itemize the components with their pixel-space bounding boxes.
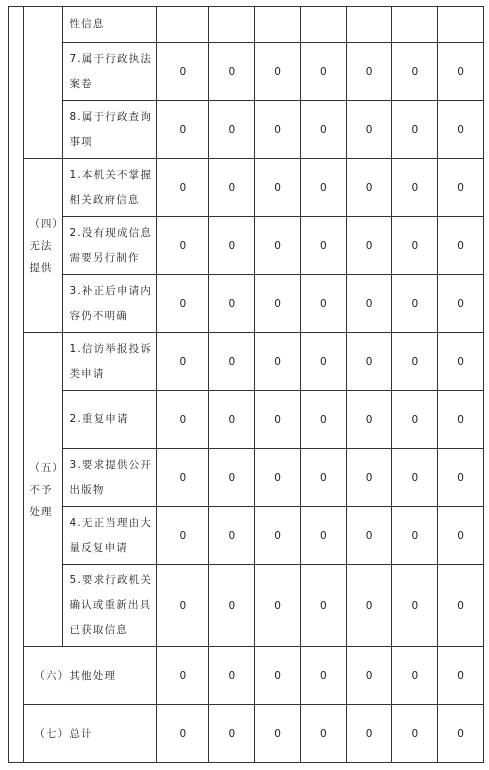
cell-value: 0 [255, 507, 301, 565]
cell-value: 0 [157, 449, 209, 507]
disclosure-table [8, 6, 484, 763]
cell-value: 0 [392, 647, 438, 705]
cell-value: 0 [255, 391, 301, 449]
cell-value: 0 [438, 217, 484, 275]
cell-value: 0 [438, 275, 484, 333]
row-label: 8.属于行政查询事项 [63, 101, 157, 159]
cell-value: 0 [346, 507, 392, 565]
cell-value: 0 [438, 647, 484, 705]
cell-value: 0 [157, 391, 209, 449]
cell-value: 0 [346, 101, 392, 159]
row-label: 3.补正后申请内容仍不明确 [63, 275, 157, 333]
table-row [9, 507, 484, 565]
row-label: 4.无正当理由大量反复申请 [63, 507, 157, 565]
table-row [9, 217, 484, 275]
cell-value: 0 [438, 391, 484, 449]
cell-value: 0 [157, 507, 209, 565]
cell-value: 0 [392, 217, 438, 275]
row-label: 1.本机关不掌握相关政府信息 [63, 159, 157, 217]
cell-value: 0 [157, 159, 209, 217]
cell-value: 0 [157, 333, 209, 391]
cell-value: 0 [209, 391, 255, 449]
cell-value: 0 [392, 159, 438, 217]
cell-value: 0 [209, 101, 255, 159]
cell-value: 0 [300, 43, 346, 101]
row-label: （六）其他处理 [24, 647, 157, 705]
cell-value: 0 [300, 647, 346, 705]
cell-value: 0 [209, 705, 255, 763]
row-label: 2.重复申请 [63, 391, 157, 449]
cell-value: 0 [392, 43, 438, 101]
cell-value: 0 [346, 705, 392, 763]
cell-value: 0 [209, 217, 255, 275]
cell-value: 0 [438, 449, 484, 507]
cell-value: 0 [392, 705, 438, 763]
row-label: 5.要求行政机关确认或重新出具已获取信息 [63, 565, 157, 647]
table-row [9, 565, 484, 647]
category-label: （四）无法提供 [24, 159, 63, 333]
cell-value: 0 [392, 449, 438, 507]
cell-value: 0 [157, 43, 209, 101]
cell-value: 0 [209, 275, 255, 333]
table-row [9, 159, 484, 217]
cell-value: 0 [392, 565, 438, 647]
cell-value: 0 [300, 565, 346, 647]
table-row [9, 647, 484, 705]
cell-value: 0 [392, 275, 438, 333]
cell-value: 0 [438, 333, 484, 391]
cell-value: 0 [300, 101, 346, 159]
row-label: 7.属于行政执法案卷 [63, 43, 157, 101]
row-label: 3.要求提供公开出版物 [63, 449, 157, 507]
cell-value: 0 [157, 275, 209, 333]
row-label: （七）总计 [24, 705, 157, 763]
cell-value: 0 [209, 43, 255, 101]
table-row [9, 275, 484, 333]
cell-value: 0 [209, 647, 255, 705]
cell-value: 0 [255, 647, 301, 705]
cell-value: 0 [209, 159, 255, 217]
cell-value: 0 [392, 101, 438, 159]
cell-value: 0 [392, 507, 438, 565]
table-row [9, 705, 484, 763]
table-row [9, 391, 484, 449]
cell-value: 0 [438, 43, 484, 101]
cell-value: 0 [157, 565, 209, 647]
cell-value: 0 [255, 217, 301, 275]
table-row [9, 101, 484, 159]
cell-value: 0 [157, 101, 209, 159]
cell-value: 0 [346, 565, 392, 647]
cell-value: 0 [438, 507, 484, 565]
cell-value: 0 [209, 333, 255, 391]
row-label: 性信息 [63, 7, 157, 43]
cell-value: 0 [255, 333, 301, 391]
category-label: （五）不予处理 [24, 333, 63, 647]
cell-value: 0 [255, 275, 301, 333]
cell-value: 0 [300, 217, 346, 275]
cell-value: 0 [300, 391, 346, 449]
cell-value: 0 [255, 43, 301, 101]
cell-value: 0 [209, 507, 255, 565]
cell-value: 0 [157, 217, 209, 275]
table-row [9, 43, 484, 101]
cell-value: 0 [300, 507, 346, 565]
cell-value: 0 [300, 275, 346, 333]
cell-value: 0 [157, 705, 209, 763]
cell-value: 0 [255, 159, 301, 217]
table-row [9, 449, 484, 507]
cell-value: 0 [346, 333, 392, 391]
cell-value: 0 [346, 449, 392, 507]
table-row [9, 7, 484, 43]
cell-value: 0 [255, 565, 301, 647]
cell-value: 0 [300, 449, 346, 507]
cell-value: 0 [438, 101, 484, 159]
cell-value: 0 [438, 159, 484, 217]
cell-value: 0 [300, 333, 346, 391]
cell-value: 0 [255, 101, 301, 159]
row-label: 2.没有现成信息需要另行制作 [63, 217, 157, 275]
cell-value: 0 [392, 333, 438, 391]
cell-value: 0 [255, 449, 301, 507]
cell-value: 0 [346, 391, 392, 449]
cell-value: 0 [346, 159, 392, 217]
cell-value: 0 [346, 217, 392, 275]
cell-value: 0 [157, 647, 209, 705]
cell-value: 0 [300, 705, 346, 763]
cell-value: 0 [346, 275, 392, 333]
cell-value: 0 [346, 647, 392, 705]
cell-value: 0 [346, 43, 392, 101]
cell-value: 0 [255, 705, 301, 763]
row-label: 1.信访举报投诉类申请 [63, 333, 157, 391]
table-row [9, 333, 484, 391]
cell-value: 0 [300, 159, 346, 217]
cell-value: 0 [438, 565, 484, 647]
cell-value: 0 [209, 565, 255, 647]
cell-value: 0 [209, 449, 255, 507]
cell-value: 0 [392, 391, 438, 449]
cell-value: 0 [438, 705, 484, 763]
